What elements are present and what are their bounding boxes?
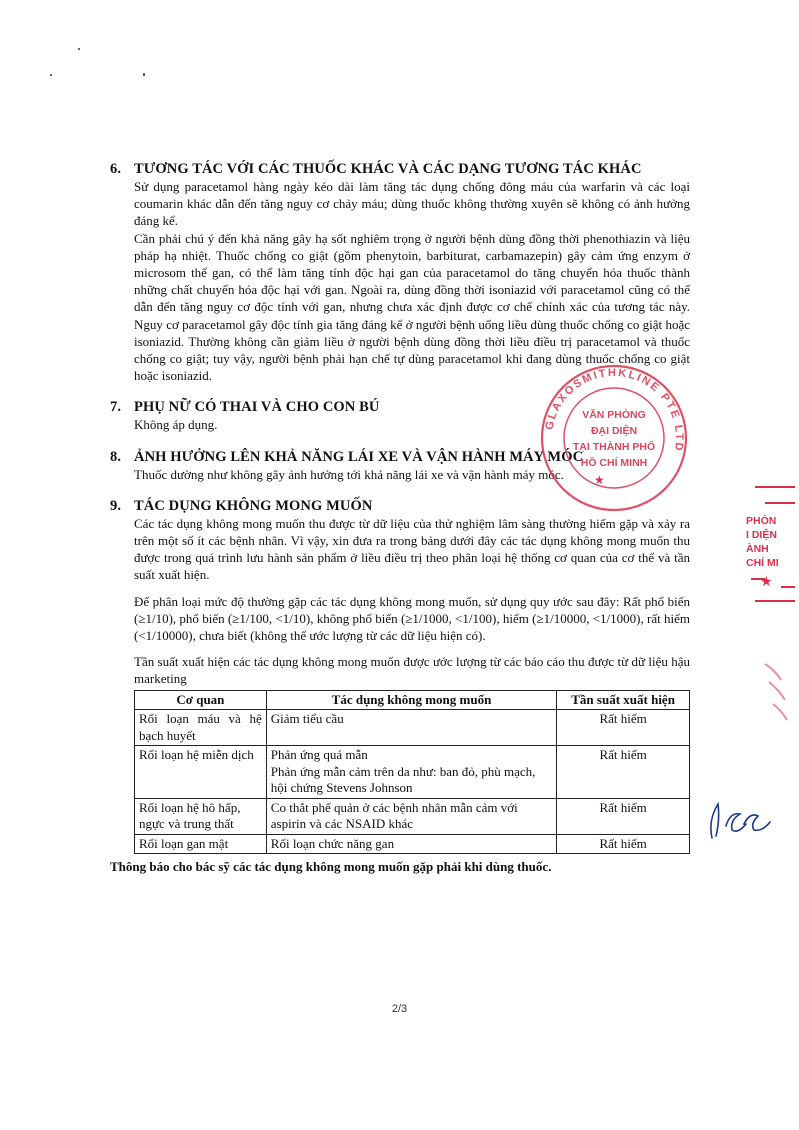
effect-item: Phản ứng quá mẫn: [270, 747, 368, 763]
frequency-cell: Rất hiếm: [557, 746, 690, 799]
star-icon: ★: [760, 575, 773, 590]
effect-item: Co thắt phế quản ở các bệnh nhân mẫn cảm với aspirin và các NSAID khác: [270, 799, 518, 832]
organ-cell: Rối loạn máu và hệ bạch huyết: [135, 710, 267, 746]
section-title: ẢNH HƯỞNG LÊN KHẢ NĂNG LÁI XE VÀ VẬN HÀNH MÁY MÓC: [134, 448, 584, 465]
adverse-effects-table: [134, 690, 690, 855]
partial-stamp: [738, 482, 799, 612]
stamp-center-line: HỒ CHÍ MINH: [580, 457, 648, 469]
effects-cell: [266, 834, 556, 854]
section-number: 8.: [110, 448, 122, 465]
effect-item: Rối loạn chức năng gan: [270, 835, 395, 851]
paragraph: Cần phải chú ý đến khả năng gây hạ sốt nghiêm trọng ở người bệnh dùng đồng thời phenothiazin và liệu pháp hạ nhiệt. Thuốc chống co giật (gồm phenytoin, barbiturat, carbamazepin) gây cảm ứng enzym ở microsom thể gan, có thể làm tăng tính độc hại gan của paracetamol do tăng chuyển hóa thuốc thành những chất chuyển hóa độc hại với gan. Ngoài ra, dùng đồng thời isoniazid với paracetamol cũng có thể dẫn đến tăng nguy cơ độc tính với gan, nhưng chưa xác định được cơ chế chính xác của tương tác này. Nguy cơ paracetamol gây độc tính gia tăng đáng kể ở người bệnh uống liều dùng thuốc chống co giật hoặc isoniazid. Thường không cần giảm liều ở người bệnh dùng đồng thời liều điều trị paracetamol và thuốc chống co giật; tuy vậy, người bệnh phải hạn chế tự dùng paracetamol khi đang dùng thuốc chống co giật hoặc isoniazid.: [134, 230, 690, 384]
frequency-cell: Rất hiếm: [557, 834, 690, 854]
partial-stamp-line: I DIỆN: [746, 529, 777, 541]
paragraph: Sử dụng paracetamol hàng ngày kéo dài làm tăng tác dụng chống đông máu của warfarin và các loại coumarin khác dẫn đến tăng nguy cơ chảy máu; dùng thuốc không thường xuyên sẽ không có ảnh hưởng đáng kể.: [134, 179, 690, 229]
section-title: TƯƠNG TÁC VỚI CÁC THUỐC KHÁC VÀ CÁC DẠNG TƯƠNG TÁC KHÁC: [134, 161, 642, 177]
frequency-cell: Rất hiếm: [557, 710, 690, 746]
column-header: Cơ quan: [135, 690, 267, 710]
table-row: [135, 746, 690, 799]
stamp-center-line: VĂN PHÒNG: [582, 409, 646, 421]
stamp-ring-text: GLAXOSMITHKLINE PTE LTD: [543, 366, 686, 454]
effect-item: Phản ứng mẫn cảm trên da như: ban đỏ, phù mạch, hội chứng Stevens Johnson: [270, 763, 536, 796]
office-stamp: [538, 362, 690, 514]
paragraph: Thuốc dường như không gây ảnh hưởng tới khả năng lái xe và vận hành máy móc.: [134, 466, 564, 482]
column-header: Tác dụng không mong muốn: [266, 690, 556, 710]
organ-cell: Rối loạn hệ miễn dịch: [135, 746, 267, 799]
section-number: 7.: [110, 399, 122, 416]
table-row: [135, 710, 690, 746]
signature: [700, 790, 780, 850]
effect-item: Giảm tiểu cầu: [270, 711, 344, 727]
partial-stamp-line: CHÍ MI: [746, 557, 779, 569]
frequency-cell: Rất hiếm: [557, 798, 690, 834]
partial-stamp-line: ÀNH: [746, 543, 769, 555]
paragraph: Tần suất xuất hiện các tác dụng không mong muốn được ước lượng từ các báo cáo thu được từ dữ liệu hậu marketing: [134, 654, 690, 687]
partial-stamp-line: PHÒN: [746, 515, 777, 527]
table-row: [135, 798, 690, 834]
section-number: 9.: [110, 497, 122, 514]
paragraph: Để phân loại mức độ thường gặp các tác dụng không mong muốn, sử dụng quy ước sau đây: Rất phổ biến (≥1/10), phổ biến (≥1/100, <1/10), không phổ biến (≥1/1000, <1/100), hiếm (≥1/10000, <1/1000), rất hiếm (<1/10000), chưa biết (không thể ước lượng từ các dữ liệu hiện có).: [134, 593, 690, 644]
section-heading: [110, 160, 690, 178]
section-title: PHỤ NỮ CÓ THAI VÀ CHO CON BÚ: [134, 399, 380, 416]
stamp-center-line: TẠI THÀNH PHỐ: [572, 441, 656, 453]
effects-cell: [266, 746, 556, 799]
table-header-row: [135, 690, 690, 710]
section-interactions: [110, 160, 690, 384]
organ-cell: Rối loạn gan mật: [135, 834, 267, 854]
effects-cell: [266, 798, 556, 834]
section-adverse-effects: [110, 497, 690, 875]
stamp-center-line: ĐẠI DIỆN: [590, 425, 638, 437]
section-title: TÁC DỤNG KHÔNG MONG MUỐN: [134, 497, 373, 514]
organ-cell: Rối loạn hệ hô hấp, ngực và trung thất: [135, 798, 267, 834]
document-body: [110, 160, 690, 889]
star-icon: ★: [594, 473, 605, 487]
section-number: 6.: [110, 161, 122, 177]
effects-cell: [266, 710, 556, 746]
page-number: 2/3: [391, 1003, 408, 1015]
table-row: [135, 834, 690, 854]
paragraph: Các tác dụng không mong muốn thu được từ dữ liệu của thử nghiệm lâm sàng thường hiếm gặp và xảy ra trên một số ít các bệnh nhân. Vì vậy, xin đưa ra trong bảng dưới đây các tác dụng không mong muốn thu được trong quá trình lưu hành sản phẩm ở liều điều trị theo phân loại hệ thống cơ quan của cơ thể và tần suất xuất hiện.: [134, 515, 690, 583]
stamp-fragment: [755, 660, 799, 730]
report-notice: Thông báo cho bác sỹ các tác dụng không mong muốn gặp phải khi dùng thuốc.: [110, 859, 552, 875]
paragraph: Không áp dụng.: [134, 417, 218, 433]
column-header: Tần suất xuất hiện: [557, 690, 690, 710]
